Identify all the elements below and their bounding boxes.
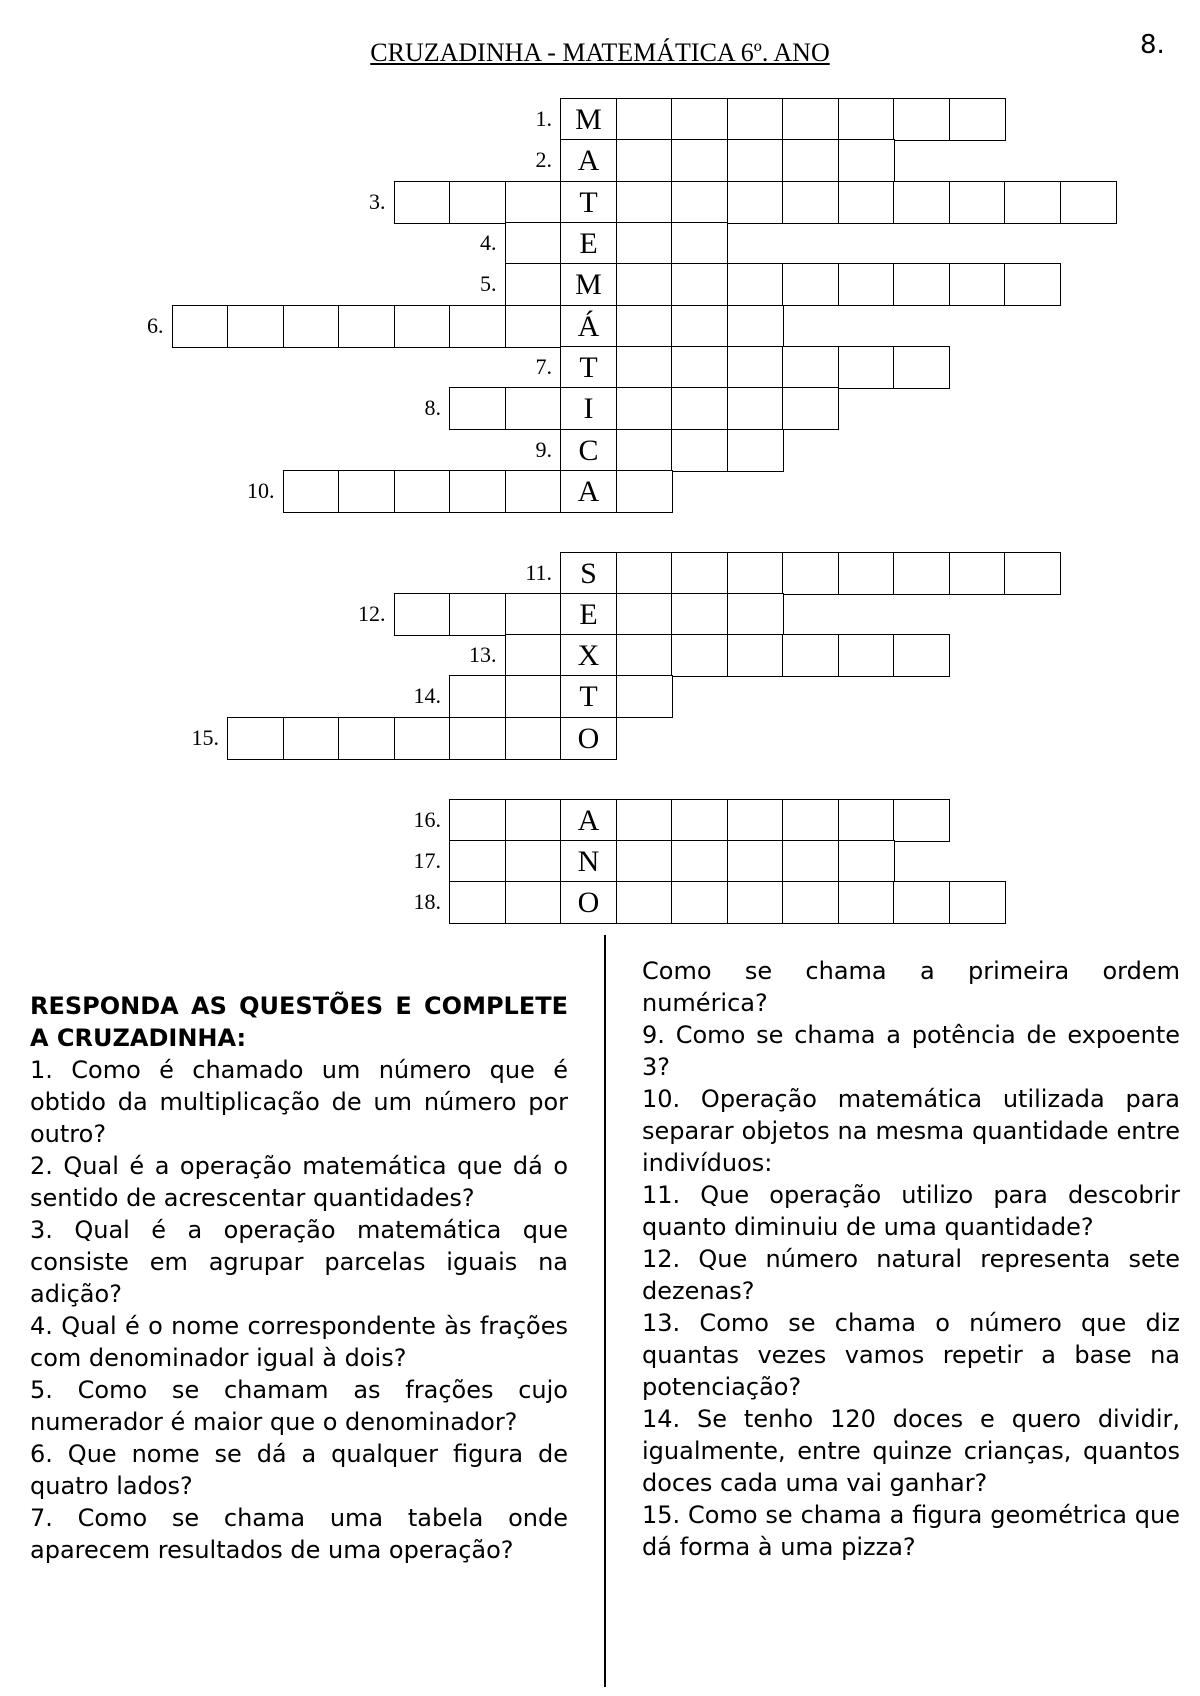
crossword-cell[interactable] (782, 799, 839, 842)
crossword-key-cell[interactable]: C (560, 429, 617, 472)
crossword-cell[interactable] (338, 470, 395, 513)
crossword-cell[interactable] (671, 346, 728, 389)
crossword-cell[interactable] (893, 881, 950, 924)
crossword-cell[interactable] (782, 840, 839, 883)
question-13: 13. Como se chama o número que diz quantas vezes vamos repetir a base na potenciação? (642, 1309, 1180, 1401)
crossword-cell[interactable] (394, 181, 451, 224)
column-divider (604, 935, 606, 1687)
crossword-key-cell[interactable]: T (560, 346, 617, 389)
crossword-cell[interactable] (838, 634, 895, 677)
crossword-cell[interactable] (838, 181, 895, 224)
question-1: 1. Como é chamado um número que é obtido da multiplicação de um número por outro? (30, 1056, 568, 1148)
crossword-cell[interactable] (671, 181, 728, 224)
crossword-key-cell[interactable]: X (560, 634, 617, 677)
crossword-cell[interactable] (616, 263, 673, 306)
crossword-row-number: 15. (191, 725, 219, 750)
crossword-cell[interactable] (616, 675, 673, 718)
crossword-cell[interactable] (671, 98, 728, 141)
question-12: 12. Que número natural representa sete dezenas? (642, 1245, 1180, 1305)
crossword-cell[interactable] (1004, 181, 1061, 224)
question-3: 3. Qual é a operação matemática que consiste em agrupar parcelas iguais na adição? (30, 1216, 568, 1308)
crossword-cell[interactable] (616, 799, 673, 842)
crossword-cell[interactable] (727, 840, 784, 883)
crossword-cell[interactable] (727, 305, 784, 348)
crossword-cell[interactable] (505, 222, 562, 265)
crossword-key-cell[interactable]: I (560, 387, 617, 430)
crossword-cell[interactable] (838, 98, 895, 141)
crossword-cell[interactable] (893, 98, 950, 141)
crossword-key-cell[interactable]: O (560, 881, 617, 924)
question-8: Como se chama a primeira ordem numérica? (642, 957, 1180, 1017)
question-15: 15. Como se chama a figura geométrica que dá forma à uma pizza? (642, 1501, 1180, 1561)
crossword-cell[interactable] (394, 593, 451, 636)
crossword-cell[interactable] (671, 139, 728, 182)
crossword-key-cell[interactable]: T (560, 181, 617, 224)
question-11: 11. Que operação utilizo para descobrir quanto diminuiu de uma quantidade? (642, 1181, 1180, 1241)
crossword-cell[interactable] (838, 881, 895, 924)
crossword-cell[interactable] (505, 387, 562, 430)
crossword-cell[interactable] (172, 305, 229, 348)
crossword-key-cell[interactable]: A (560, 799, 617, 842)
crossword-cell[interactable] (671, 881, 728, 924)
crossword-key-cell[interactable]: A (560, 139, 617, 182)
crossword-cell[interactable] (893, 799, 950, 842)
crossword-cell[interactable] (727, 429, 784, 472)
crossword-cell[interactable] (727, 98, 784, 141)
crossword-cell[interactable] (838, 799, 895, 842)
crossword-cell[interactable] (671, 429, 728, 472)
crossword-row-number: 2. (535, 147, 552, 172)
crossword-cell[interactable] (893, 634, 950, 677)
crossword-cell[interactable] (727, 139, 784, 182)
crossword-cell[interactable] (671, 222, 728, 265)
crossword-cell[interactable] (449, 593, 506, 636)
crossword-cell[interactable] (782, 387, 839, 430)
crossword-cell[interactable] (727, 552, 784, 595)
crossword-cell[interactable] (782, 881, 839, 924)
question-4: 4. Qual é o nome correspondente às frações com denominador igual à dois? (30, 1312, 568, 1372)
crossword-row-number: 18. (413, 889, 441, 914)
crossword-cell[interactable] (505, 840, 562, 883)
crossword-key-cell[interactable]: O (560, 717, 617, 760)
crossword-key-cell[interactable]: T (560, 675, 617, 718)
crossword-cell[interactable] (616, 840, 673, 883)
crossword-cell[interactable] (449, 840, 506, 883)
crossword-cell[interactable] (616, 305, 673, 348)
crossword-cell[interactable] (671, 799, 728, 842)
crossword-cell[interactable] (838, 346, 895, 389)
question-5: 5. Como se chamam as frações cujo numerador é maior que o denominador? (30, 1376, 568, 1436)
crossword-cell[interactable] (449, 387, 506, 430)
question-9: 9. Como se chama a potência de expoente 3? (642, 1021, 1180, 1081)
crossword-cell[interactable] (949, 552, 1006, 595)
crossword-cell[interactable] (616, 470, 673, 513)
crossword-cell[interactable] (949, 98, 1006, 141)
crossword-cell[interactable] (505, 181, 562, 224)
crossword-cell[interactable] (949, 263, 1006, 306)
crossword-cell[interactable] (949, 881, 1006, 924)
crossword-cell[interactable] (838, 552, 895, 595)
crossword-cell[interactable] (782, 634, 839, 677)
crossword-cell[interactable] (1060, 181, 1117, 224)
crossword-cell[interactable] (505, 634, 562, 677)
crossword-cell[interactable] (893, 263, 950, 306)
crossword-cell[interactable] (449, 305, 506, 348)
question-10: 10. Operação matemática utilizada para separar objetos na mesma quantidade entre indivíduos: (642, 1085, 1180, 1177)
crossword-cell[interactable] (893, 181, 950, 224)
crossword-row-number: 7. (535, 354, 552, 379)
crossword-cell[interactable] (505, 470, 562, 513)
crossword-cell[interactable] (1004, 263, 1061, 306)
crossword-cell[interactable] (838, 139, 895, 182)
crossword-cell[interactable] (671, 593, 728, 636)
crossword-key-cell[interactable]: N (560, 840, 617, 883)
crossword-cell[interactable] (893, 346, 950, 389)
crossword-cell[interactable] (727, 346, 784, 389)
crossword-cell[interactable] (671, 263, 728, 306)
crossword-key-cell[interactable]: M (560, 263, 617, 306)
crossword-cell[interactable] (616, 139, 673, 182)
crossword-row-number: 17. (413, 848, 441, 873)
crossword-cell[interactable] (227, 305, 284, 348)
crossword-cell[interactable] (671, 840, 728, 883)
crossword-cell[interactable] (505, 799, 562, 842)
crossword-cell[interactable] (505, 305, 562, 348)
crossword-row-number: 11. (525, 560, 552, 585)
crossword-cell[interactable] (616, 429, 673, 472)
question-7: 7. Como se chama uma tabela onde aparecem resultados de uma operação? (30, 1504, 568, 1564)
crossword-cell[interactable] (283, 470, 340, 513)
crossword-row-number: 12. (358, 601, 386, 626)
crossword-row-number: 8. (424, 395, 441, 420)
questions-left-column (30, 990, 568, 1566)
questions-right-column (642, 955, 1180, 1563)
crossword-cell[interactable] (782, 181, 839, 224)
crossword-cell[interactable] (616, 387, 673, 430)
crossword-key-cell[interactable]: M (560, 98, 617, 141)
page-title: CRUZADINHA - MATEMÁTICA 6º. ANO (370, 38, 830, 67)
question-6: 6. Que nome se dá a qualquer figura de quatro lados? (30, 1440, 568, 1500)
crossword-cell[interactable] (727, 634, 784, 677)
crossword-cell[interactable] (338, 305, 395, 348)
crossword-cell[interactable] (449, 675, 506, 718)
crossword-cell[interactable] (838, 263, 895, 306)
crossword-cell[interactable] (616, 222, 673, 265)
crossword-cell[interactable] (505, 593, 562, 636)
crossword-key-cell[interactable]: E (560, 593, 617, 636)
crossword-cell[interactable] (394, 717, 451, 760)
crossword-row-number: 10. (247, 478, 275, 503)
crossword-cell[interactable] (727, 181, 784, 224)
crossword-row-number: 5. (480, 271, 497, 296)
crossword-key-cell[interactable]: Á (560, 305, 617, 348)
crossword-cell[interactable] (782, 552, 839, 595)
crossword-key-cell[interactable]: S (560, 552, 617, 595)
crossword-cell[interactable] (727, 263, 784, 306)
crossword-key-cell[interactable]: A (560, 470, 617, 513)
crossword-row-number: 6. (147, 313, 164, 338)
crossword-cell[interactable] (782, 263, 839, 306)
crossword-cell[interactable] (505, 675, 562, 718)
crossword-cell[interactable] (505, 881, 562, 924)
page-number: 8. (1140, 30, 1165, 60)
question-2: 2. Qual é a operação matemática que dá o sentido de acrescentar quantidades? (30, 1152, 568, 1212)
crossword-cell[interactable] (671, 387, 728, 430)
crossword-cell[interactable] (449, 881, 506, 924)
crossword-row-number: 4. (480, 230, 497, 255)
crossword-row-number: 16. (413, 807, 441, 832)
crossword-cell[interactable] (449, 717, 506, 760)
crossword-cell[interactable] (782, 346, 839, 389)
crossword-cell[interactable] (449, 181, 506, 224)
crossword-cell[interactable] (283, 305, 340, 348)
crossword-cell[interactable] (671, 552, 728, 595)
crossword-cell[interactable] (338, 717, 395, 760)
crossword-cell[interactable] (616, 634, 673, 677)
crossword-cell[interactable] (616, 346, 673, 389)
crossword-row-number: 3. (369, 189, 386, 214)
crossword-cell[interactable] (838, 840, 895, 883)
crossword-cell[interactable] (394, 470, 451, 513)
crossword-key-cell[interactable]: E (560, 222, 617, 265)
crossword-cell[interactable] (227, 717, 284, 760)
crossword-cell[interactable] (283, 717, 340, 760)
crossword-cell[interactable] (449, 470, 506, 513)
crossword-cell[interactable] (616, 593, 673, 636)
crossword-cell[interactable] (727, 387, 784, 430)
crossword-row-number: 13. (469, 642, 497, 667)
instructions-heading: RESPONDA AS QUESTÕES E COMPLETE A CRUZADINHA: (30, 992, 568, 1052)
crossword-cell[interactable] (505, 717, 562, 760)
crossword-cell[interactable] (505, 263, 562, 306)
crossword-cell[interactable] (616, 552, 673, 595)
crossword-cell[interactable] (727, 799, 784, 842)
crossword-cell[interactable] (782, 98, 839, 141)
crossword-cell[interactable] (671, 634, 728, 677)
crossword-cell[interactable] (893, 552, 950, 595)
crossword-cell[interactable] (449, 799, 506, 842)
crossword-cell[interactable] (782, 139, 839, 182)
crossword-cell[interactable] (616, 98, 673, 141)
crossword-cell[interactable] (394, 305, 451, 348)
crossword-row-number: 14. (413, 683, 441, 708)
crossword-cell[interactable] (1004, 552, 1061, 595)
crossword-cell[interactable] (616, 181, 673, 224)
crossword-cell[interactable] (616, 881, 673, 924)
crossword-cell[interactable] (949, 181, 1006, 224)
crossword-cell[interactable] (727, 881, 784, 924)
crossword-row-number: 1. (535, 106, 552, 131)
crossword-cell[interactable] (671, 305, 728, 348)
crossword-cell[interactable] (727, 593, 784, 636)
crossword-row-number: 9. (535, 437, 552, 462)
question-14: 14. Se tenho 120 doces e quero dividir, igualmente, entre quinze crianças, quantos doces cada uma vai ganhar? (642, 1405, 1180, 1497)
